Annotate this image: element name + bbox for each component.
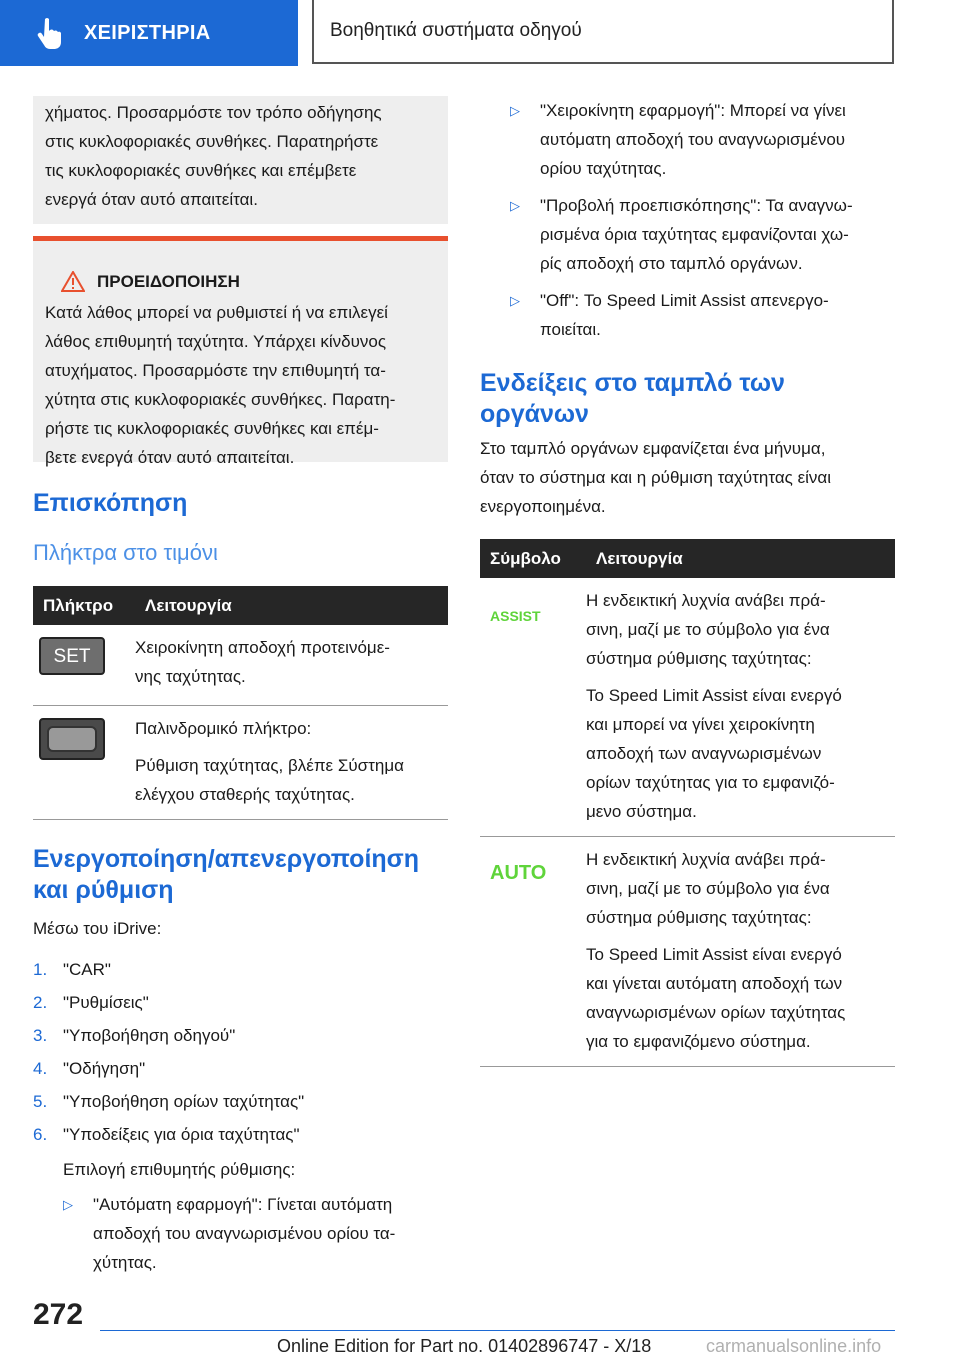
cell-line: νης ταχύτητας. (135, 667, 246, 686)
cell-line: Παλινδρομικό πλήκτρο: (135, 719, 312, 738)
step-number: 1. (33, 960, 48, 979)
triangle-bullet-icon: ▷ (510, 103, 520, 118)
cell-line: ελέγχου σταθερής ταχύτητας. (135, 785, 355, 804)
hand-pointer-icon (36, 17, 66, 49)
table-row (33, 706, 448, 820)
warning-line: ατυχήματος. Προσαρμόστε την επιθυμητή τα- (45, 361, 386, 380)
cell-paragraph (586, 586, 895, 673)
cell-line: και μπορεί να γίνει χειροκίνητη (586, 715, 815, 734)
option-line: "Off": Το Speed Limit Assist απενεργο- (540, 291, 829, 310)
intro-box (33, 96, 448, 224)
cell-line: αποδοχή των αναγνωρισμένων (586, 744, 822, 763)
cell-line: και γίνεται αυτόματη αποδοχή των (586, 974, 843, 993)
cell-line: Το Speed Limit Assist είναι ενεργό (586, 686, 842, 705)
table-header-cell: Λειτουργία (135, 586, 448, 625)
page-header (0, 0, 960, 66)
set-button-icon: SET (39, 637, 105, 675)
option-line: αποδοχή του αναγνωρισμένου ορίου τα- (93, 1224, 396, 1243)
cell-line: για το εμφανιζόμενο σύστημα. (586, 1032, 811, 1051)
option-line: ορίου ταχύτητας. (540, 159, 667, 178)
step-text: "CAR" (63, 960, 111, 979)
intro-line: τις κυκλοφοριακές συνθήκες και επέμβετε (45, 161, 357, 180)
table-cell (586, 837, 895, 1067)
indications-intro (480, 434, 895, 521)
list-item (33, 953, 448, 986)
step-number: 4. (33, 1059, 48, 1078)
option-line: "Χειροκίνητη εφαρμογή": Μπορεί να γίνει (540, 101, 846, 120)
buttons-table (33, 586, 448, 820)
intro-line: όταν το σύστημα και η ρύθμιση ταχύτητας είναι (480, 468, 832, 487)
table-row (480, 837, 895, 1067)
list-item (33, 1085, 448, 1118)
table-row (33, 625, 448, 706)
list-item (33, 1019, 448, 1052)
cell-line: αναγνωρισμένων ορίων ταχύτητας (586, 1003, 846, 1022)
step-text: "Ρυθμίσεις" (63, 993, 149, 1012)
table-row (480, 578, 895, 837)
cell-paragraph (586, 940, 895, 1056)
triangle-bullet-icon: ▷ (510, 198, 520, 213)
warning-box (33, 236, 448, 467)
indications-heading-line: Ενδείξεις στο ταμπλό των (480, 369, 785, 397)
step-number: 2. (33, 993, 48, 1012)
right-column (480, 96, 895, 1067)
footer-divider (100, 1330, 895, 1331)
activation-heading (33, 844, 448, 906)
option-line: "Αυτόματη εφαρμογή": Γίνεται αυτόματη (93, 1195, 393, 1214)
option-line: αυτόματη αποδοχή του αναγνωρισμένου (540, 130, 846, 149)
activation-heading-line: και ρύθμιση (33, 876, 174, 904)
warning-triangle-icon (61, 271, 85, 292)
activation-heading-line: Ενεργοποίηση/απενεργοποίηση (33, 845, 420, 873)
chapter-tab-label: ΧΕΙΡΙΣΤΗΡΙΑ (84, 21, 211, 44)
cell-line: σινη, μαζί με το σύμβολο για ένα (586, 879, 830, 898)
step-number: 3. (33, 1026, 48, 1045)
step-text: "Υποβοήθηση ορίων ταχύτητας" (63, 1092, 305, 1111)
option-item (63, 1190, 448, 1277)
overview-heading: Επισκόπηση (33, 489, 188, 517)
cell-line: σινη, μαζί με το σύμβολο για ένα (586, 620, 830, 639)
option-line: ποιείται. (540, 320, 601, 339)
indications-heading-line: οργάνων (480, 400, 589, 428)
option-line: ρισμένα όρια ταχύτητας εμφανίζονται χω- (540, 225, 849, 244)
cell-line: Το Speed Limit Assist είναι ενεργό (586, 945, 842, 964)
cell-line: ορίων ταχύτητας για το εμφανιζό- (586, 773, 835, 792)
indications-heading (480, 368, 895, 430)
option-item (510, 286, 895, 344)
edition-text: Online Edition for Part no. 01402896747 - X/18 (277, 1336, 652, 1356)
chapter-tab[interactable] (0, 0, 298, 66)
auto-indicator-icon: AUTO (490, 862, 547, 884)
cell-line: Χειροκίνητη αποδοχή προτεινόμε- (135, 638, 390, 657)
list-item (33, 1118, 448, 1151)
page-number: 272 (33, 1298, 84, 1331)
table-cell (135, 625, 448, 706)
table-header-row (480, 539, 895, 578)
cell-line: Ρύθμιση ταχύτητας, βλέπε Σύστημα (135, 756, 404, 775)
intro-line: χήματος. Προσαρμόστε τον τρόπο οδήγησης (45, 103, 382, 122)
intro-line: ενεργά όταν αυτό απαιτείται. (45, 190, 258, 209)
warning-header (61, 267, 436, 296)
assist-indicator-icon: ASSIST (490, 608, 541, 624)
table-cell (586, 578, 895, 837)
step-number: 6. (33, 1125, 48, 1144)
table-cell (480, 578, 586, 837)
cell-paragraph (586, 845, 895, 932)
table-header-cell: Σύμβολο (480, 539, 586, 578)
list-item (33, 1052, 448, 1085)
triangle-bullet-icon: ▷ (63, 1197, 73, 1212)
step-text: "Οδήγηση" (63, 1059, 146, 1078)
cell-line: σύστημα ρύθμισης ταχύτητας: (586, 908, 812, 927)
watermark: carmanualsonline.info (706, 1336, 882, 1356)
step-text: "Υποβοήθηση οδηγού" (63, 1026, 236, 1045)
section-title: Βοηθητικά συστήματα οδηγού (312, 0, 894, 64)
triangle-bullet-icon: ▷ (510, 293, 520, 308)
warning-line: βετε ενεργά όταν αυτό απαιτείται. (45, 448, 295, 467)
cell-line: Η ενδεικτική λυχνία ανάβει πρά- (586, 850, 826, 869)
intro-line: στις κυκλοφοριακές συνθήκες. Παρατηρήστε (45, 132, 379, 151)
cell-line: μενο σύστημα. (586, 802, 697, 821)
table-cell (33, 706, 135, 820)
cell-line: σύστημα ρύθμισης ταχύτητας: (586, 649, 812, 668)
option-item (510, 191, 895, 278)
table-cell (480, 837, 586, 1067)
warning-line: λάθος επιθυμητή ταχύτητα. Υπάρχει κίνδυνος (45, 332, 387, 351)
steps-list (33, 953, 448, 1151)
table-header-cell: Πλήκτρο (33, 586, 135, 625)
table-cell (135, 706, 448, 820)
warning-line: ρήστε τις κυκλοφοριακές συνθήκες και επέμ- (45, 419, 379, 438)
list-item (33, 986, 448, 1019)
left-column (33, 96, 448, 1277)
symbols-table (480, 539, 895, 1067)
table-header-cell: Λειτουργία (586, 539, 895, 578)
step-number: 5. (33, 1092, 48, 1111)
intro-line: Στο ταμπλό οργάνων εμφανίζεται ένα μήνυμα, (480, 439, 826, 458)
warning-line: Κατά λάθος μπορεί να ρυθμιστεί ή να επιλεγεί (45, 303, 388, 322)
option-line: χύτητας. (93, 1253, 157, 1272)
option-item (510, 96, 895, 183)
select-setting-text: Επιλογή επιθυμητής ρύθμισης: (63, 1160, 296, 1179)
buttons-heading: Πλήκτρα στο τιμόνι (33, 540, 218, 565)
option-line: ρίς αποδοχή στο ταμπλό οργάνων. (540, 254, 803, 273)
cell-paragraph (586, 681, 895, 826)
table-cell (33, 625, 135, 706)
rocker-switch-icon (39, 718, 105, 760)
warning-title: ΠΡΟΕΙΔΟΠΟΙΗΣΗ (97, 272, 240, 291)
step-text: "Υποδείξεις για όρια ταχύτητας" (63, 1125, 300, 1144)
via-idrive-text: Μέσω του iDrive: (33, 919, 162, 938)
intro-line: ενεργοποιημένα. (480, 497, 606, 516)
table-header-row (33, 586, 448, 625)
cell-line: Η ενδεικτική λυχνία ανάβει πρά- (586, 591, 826, 610)
warning-line: χύτητα στις κυκλοφοριακές συνθήκες. Παρατη- (45, 390, 396, 409)
option-line: "Προβολή προεπισκόπησης": Τα αναγνω- (540, 196, 853, 215)
